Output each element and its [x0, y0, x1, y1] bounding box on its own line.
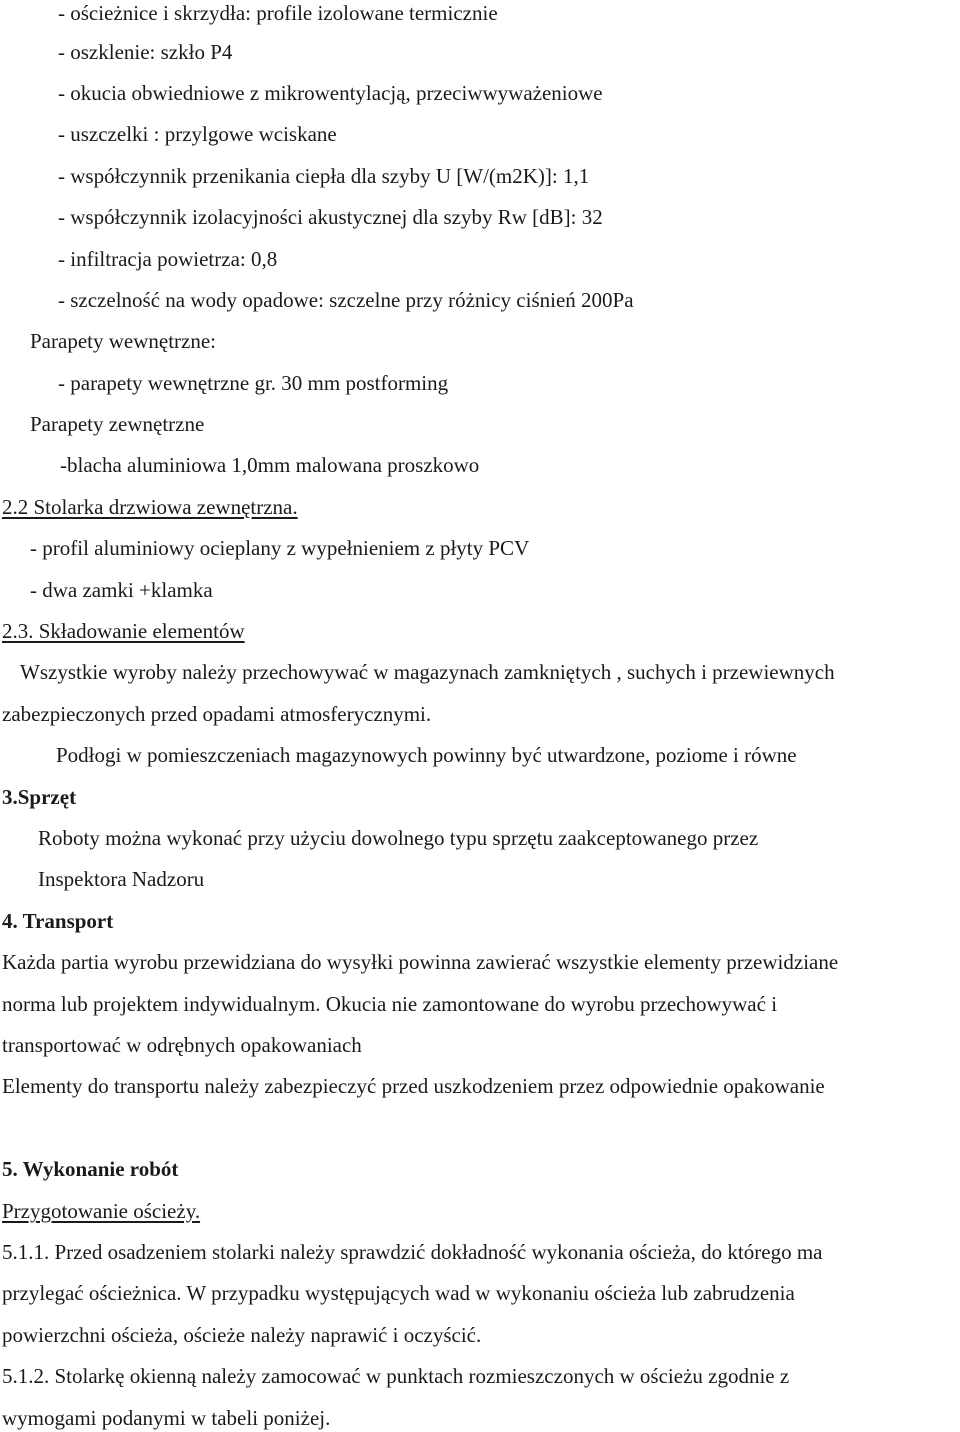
- parapety-wew-heading: Parapety wewnętrzne:: [30, 329, 216, 353]
- section-5-line: 5.1.2. Stolarkę okienną należy zamocować w punktach rozmieszczonych w ościeżu zgodnie z: [2, 1364, 790, 1388]
- section-5-line: przylegać ościeżnica. W przypadku występujących wad w wykonaniu ościeża lub zabrudzenia: [2, 1281, 795, 1305]
- section-4-line: Każda partia wyrobu przewidziana do wysyłki powinna zawierać wszystkie elementy przewidziane: [2, 950, 839, 974]
- section-2-3-line: zabezpieczonych przed opadami atmosferycznymi.: [2, 702, 432, 726]
- section-5-line: wymogami podanymi w tabeli poniżej.: [2, 1406, 331, 1430]
- section-3-line: Roboty można wykonać przy użyciu dowolnego typu sprzętu zaakceptowanego przez: [38, 826, 759, 850]
- spec-item: - okucia obwiedniowe z mikrowentylacją, przeciwwyważeniowe: [58, 81, 603, 105]
- section-5-line: 5.1.1. Przed osadzeniem stolarki należy sprawdzić dokładność wykonania ościeża, do którego ma: [2, 1240, 823, 1264]
- section-5-subheading: Przygotowanie ościeży.: [2, 1199, 201, 1223]
- spec-item: - współczynnik przenikania ciepła dla szyby U [W/(m2K)]: 1,1: [58, 164, 590, 188]
- section-2-3-heading: 2.3. Składowanie elementów: [2, 619, 245, 643]
- section-4-line: norma lub projektem indywidualnym. Okucia nie zamontowane do wyrobu przechowywać i: [2, 992, 778, 1016]
- spec-item: - uszczelki : przylgowe wciskane: [58, 122, 337, 146]
- section-2-3-line: Wszystkie wyroby należy przechowywać w magazynach zamkniętych , suchych i przewiewnych: [20, 660, 835, 684]
- section-4-line: Elementy do transportu należy zabezpieczyć przed uszkodzeniem przez odpowiednie opakowanie: [2, 1074, 825, 1098]
- section-2-2-heading: 2.2 Stolarka drzwiowa zewnętrzna.: [2, 495, 298, 519]
- section-2-3-line: Podłogi w pomieszczeniach magazynowych powinny być utwardzone, poziome i równe: [56, 743, 797, 767]
- section-2-2-item: - dwa zamki +klamka: [30, 578, 213, 602]
- spec-item: - ościeżnice i skrzydła: profile izolowane termicznie: [58, 1, 498, 25]
- spec-item: - współczynnik izolacyjności akustycznej dla szyby Rw [dB]: 32: [58, 205, 603, 229]
- section-3-line: Inspektora Nadzoru: [38, 867, 205, 891]
- parapety-zew-item: -blacha aluminiowa 1,0mm malowana proszkowo: [60, 453, 480, 477]
- section-5-heading: 5. Wykonanie robót: [2, 1157, 179, 1181]
- parapety-wew-item: - parapety wewnętrzne gr. 30 mm postforming: [58, 371, 449, 395]
- section-4-heading: 4. Transport: [2, 909, 114, 933]
- section-5-line: powierzchni ościeża, ościeże należy naprawić i oczyścić.: [2, 1323, 482, 1347]
- section-2-2-item: - profil aluminiowy ocieplany z wypełnieniem z płyty PCV: [30, 536, 530, 560]
- section-4-line: transportować w odrębnych opakowaniach: [2, 1033, 362, 1057]
- section-3-heading: 3.Sprzęt: [2, 785, 77, 809]
- spec-item: - infiltracja powietrza: 0,8: [58, 247, 278, 271]
- parapety-zew-heading: Parapety zewnętrzne: [30, 412, 205, 436]
- spec-item: - oszklenie: szkło P4: [58, 40, 233, 64]
- spec-item: - szczelność na wody opadowe: szczelne przy różnicy ciśnień 200Pa: [58, 288, 634, 312]
